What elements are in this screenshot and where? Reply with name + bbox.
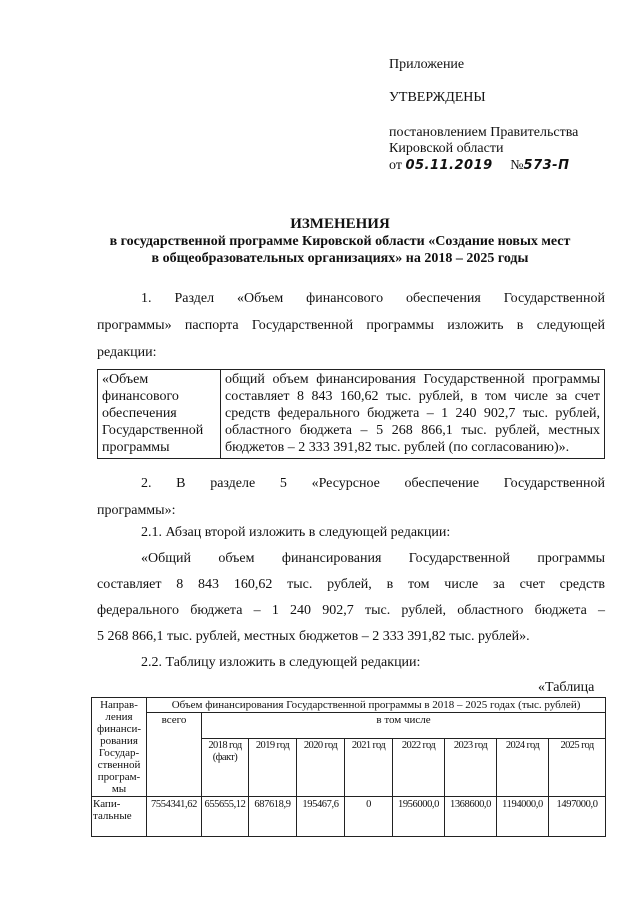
value-cell: 0 [345, 797, 393, 837]
table-header-row [92, 713, 606, 739]
paragraph-2-line-2: программы»: [97, 503, 176, 518]
value-cell: 7554341,62 [147, 797, 202, 837]
quote-line-2: составляет 8 843 160,62 тыс. рублей, в том числе за счет средств [97, 577, 605, 592]
quote-line-4: 5 268 866,1 тыс. рублей, местных бюджетов – 2 333 391,82 тыс. рублей». [97, 629, 530, 644]
paragraph-1-line-1: 1. Раздел «Объем финансового обеспечения Государственной [141, 291, 605, 306]
table-row [98, 370, 605, 459]
year-header: 2019 год [249, 739, 297, 797]
document-title: ИЗМЕНЕНИЯ [290, 216, 390, 232]
approved-label: УТВЕРЖДЕНЫ [389, 90, 486, 105]
year-header: 2024 год [497, 739, 549, 797]
table-header-row [92, 698, 606, 713]
paragraph-2-1: 2.1. Абзац второй изложить в следующей редакции: [141, 525, 451, 540]
quote-line-3: федерального бюджета – 1 240 902,7 тыс. рублей, областного бюджета – [97, 603, 605, 618]
value-cell: 1956000,0 [393, 797, 445, 837]
table-cell-label: «Объем финансового обеспечения Государственной программы [98, 370, 221, 459]
appendix-label: Приложение [389, 57, 465, 72]
year-header: 2023 год [445, 739, 497, 797]
decree-line-2: Кировской области [389, 141, 504, 156]
funding-passport-table [97, 369, 605, 459]
finance-table [91, 697, 606, 837]
handwritten-date: 05.11.2019 [405, 158, 493, 173]
decree-line-1: постановлением Правительства [389, 125, 579, 140]
year-header: 2022 год [393, 739, 445, 797]
volume-header: Объем финансирования Государственной программы в 2018 – 2025 годах (тыс. рублей) [147, 698, 606, 713]
value-cell: 1368600,0 [445, 797, 497, 837]
number-label: № [510, 158, 524, 173]
document-subtitle-line-1: в государственной программе Кировской области «Создание новых мест [109, 234, 571, 249]
value-cell: 1194000,0 [497, 797, 549, 837]
year-header: 2025 год [549, 739, 606, 797]
table-caption: «Таблица [538, 680, 595, 695]
paragraph-1-line-2: программы» паспорта Государственной программы изложить в следующей [97, 318, 605, 333]
year-header: 2021 год [345, 739, 393, 797]
paragraph-2-2: 2.2. Таблицу изложить в следующей редакции: [141, 655, 421, 670]
row-label: Капи-тальные [92, 797, 147, 837]
table-row [92, 797, 606, 837]
total-header: всего [147, 713, 202, 797]
decree-date-line [389, 158, 569, 174]
year-header: 2020 год [297, 739, 345, 797]
quote-line-1: «Общий объем финансирования Государственной программы [141, 551, 605, 566]
value-cell: 655655,12 [202, 797, 249, 837]
document-subtitle-line-2: в общеобразовательных организациях» на 2018 – 2025 годы [151, 251, 529, 266]
value-cell: 1497000,0 [549, 797, 606, 837]
table-cell-text: общий объем финансирования Государственной программы составляет 8 843 160,62 тыс. рублей, в том числе за счет средств федерального бюджета – 1 240 902,7 тыс. рублей, областного бюджета – 5 268 866,1 тыс. рублей, местных бюджетов – 2 333 391,82 тыс. рублей (по согласованию)». [221, 370, 605, 459]
value-cell: 687618,9 [249, 797, 297, 837]
including-header: в том числе [202, 713, 606, 739]
from-label: от [389, 158, 402, 173]
handwritten-number: 573-П [523, 158, 570, 173]
direction-header: Направ-ления финанси-рования Государ-ственной програм-мы [92, 698, 147, 797]
value-cell: 195467,6 [297, 797, 345, 837]
paragraph-1-line-3: редакции: [97, 345, 157, 360]
year-header: 2018 год (факт) [202, 739, 249, 797]
paragraph-2-line-1: 2. В разделе 5 «Ресурсное обеспечение Государственной [141, 476, 605, 491]
